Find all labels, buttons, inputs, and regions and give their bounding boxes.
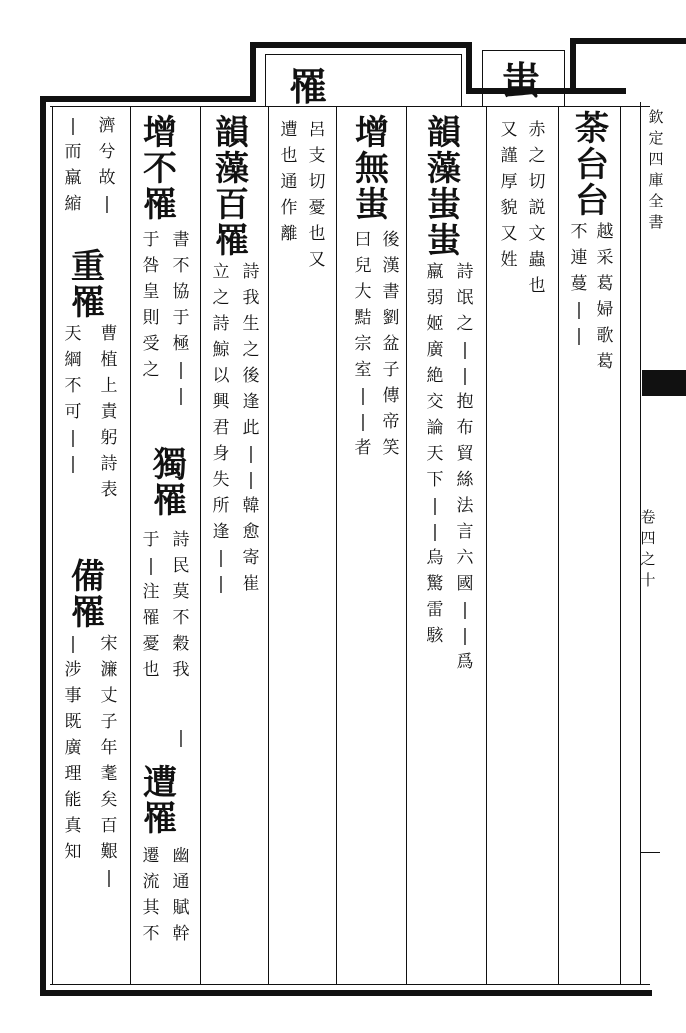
character: 罹 (215, 221, 249, 261)
entry-heading (68, 247, 108, 323)
character: 韓 (242, 496, 260, 516)
character: 又 (500, 120, 518, 140)
column-divider (336, 106, 337, 984)
header-box-left (265, 54, 266, 106)
character: 也 (142, 660, 160, 680)
character: 流 (142, 872, 160, 892)
character: 罹 (143, 185, 177, 225)
header2-box-left (482, 50, 483, 106)
entry-text (566, 224, 592, 354)
character: 連 (570, 248, 588, 268)
repeat-mark: | (462, 600, 468, 620)
character: 植 (100, 350, 118, 370)
character: 書 (382, 282, 400, 302)
entry-text (208, 264, 234, 602)
character: 赤 (528, 120, 546, 140)
character: 協 (172, 282, 190, 302)
character: 理 (64, 764, 82, 784)
character: 定 (648, 129, 664, 147)
character: 廣 (426, 340, 444, 360)
character: 皇 (142, 282, 160, 302)
character: 子 (100, 712, 118, 732)
character: 呂 (308, 120, 326, 140)
character: 也 (528, 276, 546, 296)
character: 涉 (64, 660, 82, 680)
character: 增 (143, 113, 177, 153)
repeat-mark: | (70, 428, 76, 448)
character: 于 (142, 230, 160, 250)
character: 蚩 (501, 58, 540, 103)
character: 遭 (280, 120, 298, 140)
frame-top-step-mid (466, 42, 472, 94)
book-title (641, 110, 671, 236)
character: 以 (212, 366, 230, 386)
character: 罹 (142, 608, 160, 628)
repeat-mark: | (70, 454, 76, 474)
character: 于 (142, 530, 160, 550)
definition-text (496, 122, 522, 278)
character: 不 (172, 608, 190, 628)
character: 貌 (500, 198, 518, 218)
column-divider (268, 106, 269, 984)
character: 通 (280, 172, 298, 192)
character: 我 (242, 288, 260, 308)
character: 貿 (456, 444, 474, 464)
character: 黠 (354, 308, 372, 328)
character: 言 (456, 522, 474, 542)
character: 罹 (153, 481, 187, 521)
character: 大 (354, 282, 372, 302)
margin-tick (640, 852, 660, 853)
character: 姓 (500, 250, 518, 270)
character: 絲 (456, 470, 474, 490)
character: 傳 (382, 386, 400, 406)
character: 極 (172, 334, 190, 354)
character: 通 (172, 872, 190, 892)
character: 蚩 (427, 185, 461, 225)
column-divider (558, 106, 559, 984)
character: 不 (143, 149, 177, 189)
character: 罹 (71, 283, 105, 323)
repeat-mark: | (432, 496, 438, 516)
column-divider (200, 106, 201, 984)
repeat-mark: | (432, 522, 438, 542)
repeat-mark: | (360, 412, 366, 432)
character: 書 (172, 230, 190, 250)
repeat-mark: | (360, 386, 366, 406)
character: 憂 (308, 198, 326, 218)
character: 又 (308, 250, 326, 270)
character: 既 (64, 712, 82, 732)
character: 盆 (382, 334, 400, 354)
character: 而 (64, 142, 82, 162)
character: 也 (280, 146, 298, 166)
character: 年 (100, 738, 118, 758)
repeat-mark: | (248, 444, 254, 464)
character: 罹 (288, 64, 327, 109)
character: 能 (64, 790, 82, 810)
character: 支 (308, 146, 326, 166)
character: 咎 (142, 256, 160, 276)
header-char-chi (498, 58, 544, 104)
character: 愈 (242, 522, 260, 542)
frame-left (40, 96, 46, 996)
character: 爲 (456, 652, 474, 672)
character: 事 (64, 686, 82, 706)
character: 弱 (426, 288, 444, 308)
character: 蚩 (355, 185, 389, 225)
character: 表 (100, 480, 118, 500)
entry-text (60, 118, 86, 222)
entry-text (96, 636, 122, 896)
character: 百 (215, 185, 249, 225)
character: 綱 (64, 350, 82, 370)
character: 天 (64, 324, 82, 344)
character: 台 (575, 145, 609, 185)
character: 歌 (596, 326, 614, 346)
character: 書 (648, 213, 664, 231)
character: 台 (575, 181, 609, 221)
character: 不 (172, 256, 190, 276)
frame-inner-top (50, 106, 650, 107)
character: 文 (528, 224, 546, 244)
character: 抱 (456, 392, 474, 412)
character: 之 (212, 288, 230, 308)
character: 穀 (172, 634, 190, 654)
character: 詩 (172, 530, 190, 550)
character: 後 (382, 230, 400, 250)
character: 六 (456, 548, 474, 568)
character: 詩 (242, 262, 260, 282)
character: 不 (64, 376, 82, 396)
character: 所 (212, 496, 230, 516)
character: 于 (172, 308, 190, 328)
character: 受 (142, 334, 160, 354)
definition-text (276, 122, 302, 252)
character: 欽 (648, 108, 664, 126)
character: 婦 (596, 300, 614, 320)
character: 蟲 (528, 250, 546, 270)
frame-top-step-right (570, 38, 576, 94)
entry-text (592, 224, 618, 380)
character: 驚 (426, 574, 444, 594)
repeat-mark: | (462, 340, 468, 360)
character: 烏 (426, 548, 444, 568)
character: 帝 (382, 412, 400, 432)
character: 民 (172, 556, 190, 576)
character: 丈 (100, 686, 118, 706)
character: 四 (640, 529, 656, 547)
character: 生 (242, 314, 260, 334)
column-divider (620, 106, 621, 984)
repeat-mark: | (106, 868, 112, 888)
entry-text (168, 232, 194, 414)
character: 寄 (242, 548, 260, 568)
character: 蔓 (570, 274, 588, 294)
character: 詩 (456, 262, 474, 282)
repeat-mark: | (576, 300, 582, 320)
entry-heading (572, 109, 612, 221)
character: 國 (456, 574, 474, 594)
character: 獨 (153, 445, 187, 485)
character: 身 (212, 444, 230, 464)
entry-text (138, 232, 164, 388)
character: 離 (280, 224, 298, 244)
frame-top-left (42, 96, 256, 102)
repeat-mark: | (462, 366, 468, 386)
character: 之 (456, 314, 474, 334)
entry-heading (140, 763, 180, 839)
character: 子 (382, 360, 400, 380)
repeat-mark: | (178, 360, 184, 380)
character: 重 (71, 247, 105, 287)
character: 備 (71, 557, 105, 597)
character: 下 (426, 470, 444, 490)
entry-text (138, 532, 164, 688)
character: 布 (456, 418, 474, 438)
character: 君 (212, 418, 230, 438)
character: 曹 (100, 324, 118, 344)
character: 姬 (426, 314, 444, 334)
margin-black-tab (642, 370, 686, 396)
repeat-mark: | (218, 548, 224, 568)
character: 遷 (142, 846, 160, 866)
character: 崔 (242, 574, 260, 594)
entry-text (96, 326, 122, 508)
repeat-mark: | (576, 326, 582, 346)
character: 也 (308, 224, 326, 244)
character: 蚩 (427, 221, 461, 261)
repeat-mark: | (148, 556, 154, 576)
character: 罹 (71, 593, 105, 633)
character: 賦 (172, 898, 190, 918)
character: 天 (426, 444, 444, 464)
header-char-li (285, 64, 331, 110)
character: 失 (212, 470, 230, 490)
character: 故 (98, 168, 116, 188)
frame-top-mid (250, 42, 472, 48)
character: 羸 (426, 262, 444, 282)
frame-bottom (40, 990, 652, 996)
character: 濟 (98, 116, 116, 136)
character: 責 (100, 402, 118, 422)
character: 交 (426, 392, 444, 412)
character: 幹 (172, 924, 190, 944)
character: 論 (426, 418, 444, 438)
character: 卷 (640, 508, 656, 526)
repeat-mark: | (178, 386, 184, 406)
character: 切 (528, 172, 546, 192)
frame-top-far (570, 38, 686, 44)
entry-text (138, 848, 164, 952)
repeat-mark: | (70, 116, 76, 136)
character: 説 (528, 198, 546, 218)
entry-text (94, 118, 120, 222)
frame-top-step-left (250, 42, 256, 102)
character: 切 (308, 172, 326, 192)
character: 無 (355, 149, 389, 189)
entry-text (168, 848, 194, 952)
character: 上 (100, 376, 118, 396)
character: 室 (354, 360, 372, 380)
character: 之 (142, 360, 160, 380)
character: 之 (528, 146, 546, 166)
character: 耄 (100, 764, 118, 784)
repeat-mark: | (218, 574, 224, 594)
header2-box-top (482, 50, 564, 51)
character: 作 (280, 198, 298, 218)
entry-text (60, 326, 86, 482)
repeat-mark: | (104, 194, 110, 214)
character: 廣 (64, 738, 82, 758)
entry-heading (424, 113, 464, 261)
frame-top-right (466, 88, 626, 94)
character: 葛 (596, 352, 614, 372)
character: 越 (596, 222, 614, 242)
frame-inner-left (52, 106, 53, 984)
character: 雷 (426, 600, 444, 620)
character: 逢 (242, 392, 260, 412)
character: 氓 (456, 288, 474, 308)
character: 此 (242, 418, 260, 438)
frame-inner-bottom (50, 984, 650, 985)
character: 不 (570, 222, 588, 242)
character: 曰 (354, 230, 372, 250)
character: 宋 (100, 634, 118, 654)
character: 韻 (215, 113, 249, 153)
entry-heading (140, 113, 180, 225)
character: 宗 (354, 334, 372, 354)
character: 艱 (100, 842, 118, 862)
character: 駭 (426, 626, 444, 646)
character: 興 (212, 392, 230, 412)
definition-text (524, 122, 550, 304)
character: 藻 (215, 149, 249, 189)
column-divider (130, 106, 131, 984)
character: 藻 (427, 149, 461, 189)
character: 全 (648, 192, 664, 210)
character: 荼 (575, 109, 609, 149)
character: 憂 (142, 634, 160, 654)
character: 者 (354, 438, 372, 458)
column-divider (406, 106, 407, 984)
character: 笑 (382, 438, 400, 458)
character: 葛 (596, 274, 614, 294)
character: 絶 (426, 366, 444, 386)
character: 罹 (143, 799, 177, 839)
character: 羸 (64, 168, 82, 188)
character: 莫 (172, 582, 190, 602)
entry-text (350, 232, 376, 466)
character: 十 (640, 571, 656, 589)
character: 之 (242, 340, 260, 360)
entry-text (168, 532, 194, 688)
character: 立 (212, 262, 230, 282)
repeat-mark: | (462, 626, 468, 646)
entry-text (422, 264, 448, 654)
entry-text (238, 264, 264, 602)
character: 劉 (382, 308, 400, 328)
character: 真 (64, 816, 82, 836)
character: 謹 (500, 146, 518, 166)
character: 鯨 (212, 340, 230, 360)
character: 逢 (212, 522, 230, 542)
character: 漢 (382, 256, 400, 276)
character: 百 (100, 816, 118, 836)
character: 幽 (172, 846, 190, 866)
character: 其 (142, 898, 160, 918)
entry-heading (212, 113, 252, 261)
entry-text (168, 730, 194, 756)
repeat-mark: | (248, 470, 254, 490)
character: 不 (142, 924, 160, 944)
repeat-mark: | (70, 634, 76, 654)
character: 韻 (427, 113, 461, 153)
entry-heading (352, 113, 392, 225)
character: 縮 (64, 194, 82, 214)
character: 遭 (143, 763, 177, 803)
character: 知 (64, 842, 82, 862)
character: 法 (456, 496, 474, 516)
character: 則 (142, 308, 160, 328)
character: 詩 (212, 314, 230, 334)
entry-text (60, 636, 86, 870)
character: 厚 (500, 172, 518, 192)
character: 可 (64, 402, 82, 422)
character: 兮 (98, 142, 116, 162)
character: 又 (500, 224, 518, 244)
definition-text (304, 122, 330, 278)
character: 矣 (100, 790, 118, 810)
entry-text (378, 232, 404, 466)
header-box-top (265, 54, 461, 55)
character: 躬 (100, 428, 118, 448)
character: 兒 (354, 256, 372, 276)
column-divider (486, 106, 487, 984)
character: 之 (640, 550, 656, 568)
entry-heading (150, 445, 190, 521)
character: 增 (355, 113, 389, 153)
character: 四 (648, 150, 664, 168)
character: 詩 (100, 454, 118, 474)
character: 濂 (100, 660, 118, 680)
header-box-right (461, 54, 462, 106)
repeat-mark: | (178, 728, 184, 748)
character: 采 (596, 248, 614, 268)
entry-text (452, 264, 478, 680)
volume-label (634, 510, 662, 594)
character: 我 (172, 660, 190, 680)
header2-box-right (564, 50, 565, 106)
entry-heading (68, 557, 108, 633)
character: 庫 (648, 171, 664, 189)
character: 後 (242, 366, 260, 386)
character: 注 (142, 582, 160, 602)
